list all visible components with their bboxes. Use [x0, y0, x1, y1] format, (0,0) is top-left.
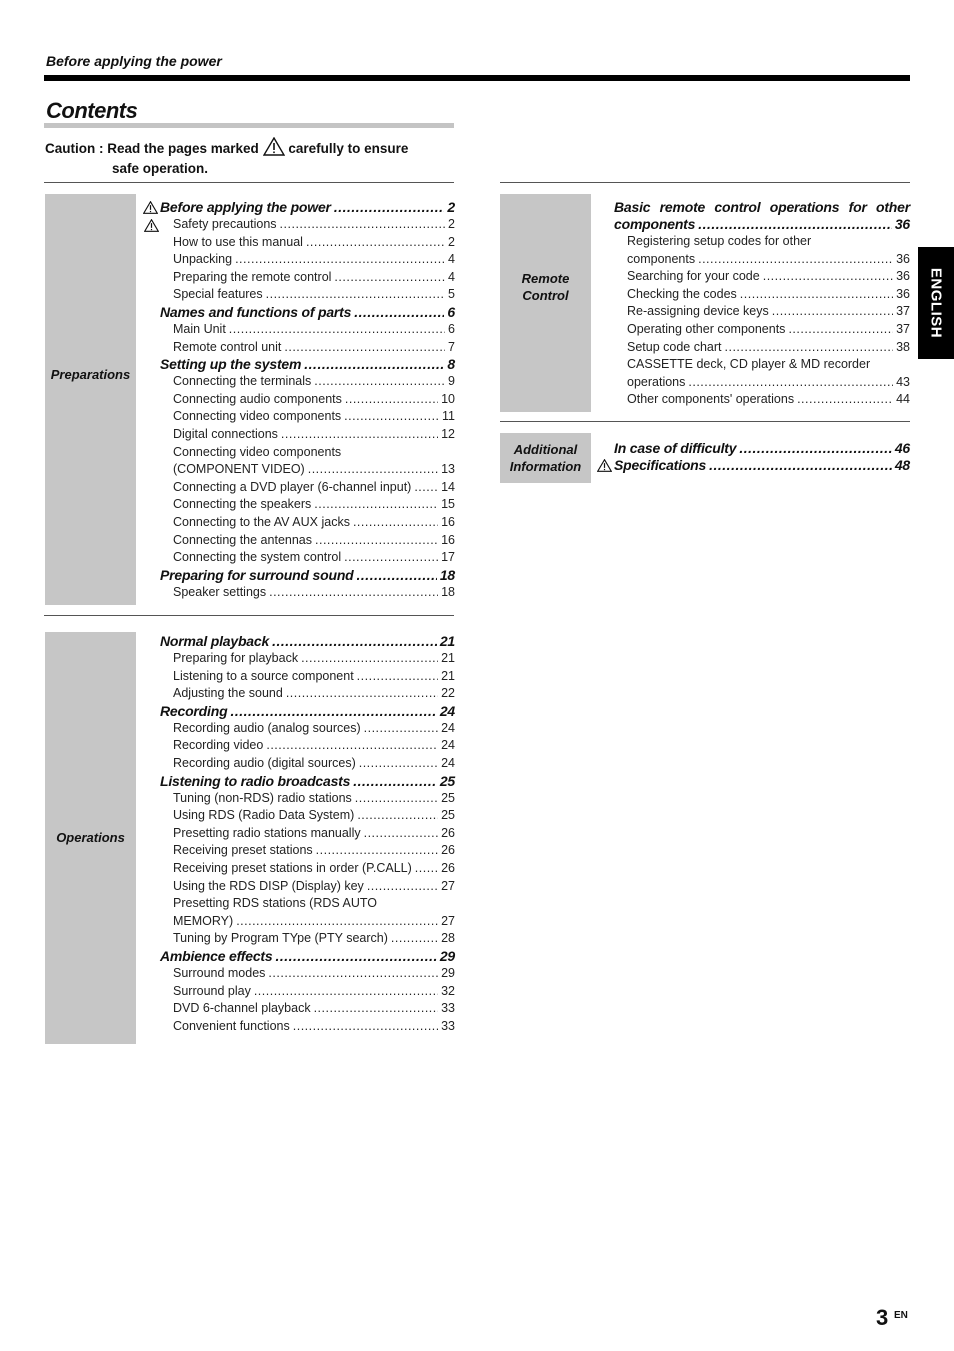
toc-entry[interactable]: [160, 913, 455, 931]
toc-preparations: [160, 199, 455, 601]
leader-dots: [334, 269, 445, 287]
section-label: Additional Information: [509, 442, 582, 474]
toc-entry-label: Remote control unit: [173, 339, 282, 354]
leader-dots: [229, 321, 445, 339]
leader-dots: [345, 391, 438, 409]
toc-entry-label: Searching for your code: [627, 269, 760, 284]
toc-entry[interactable]: [614, 391, 910, 409]
toc-entry-page: 27: [441, 913, 455, 928]
leader-dots: [272, 633, 437, 650]
caution-text-end: carefully to ensure: [288, 141, 409, 156]
toc-entry-label: Other components' operations: [627, 392, 795, 407]
toc-entry-label: Convenient functions: [173, 1018, 290, 1033]
leader-dots: [367, 878, 438, 896]
toc-entry-label: Recording audio (digital sources): [173, 755, 356, 770]
toc-entry-label: Tuning (non-RDS) radio stations: [173, 790, 352, 805]
page-title: Contents: [46, 98, 138, 123]
toc-entry-page: 36: [896, 286, 910, 301]
leader-dots: [357, 567, 437, 584]
section-tab-preparations: [45, 194, 136, 605]
toc-entry[interactable]: [160, 234, 455, 252]
leader-dots: [230, 703, 436, 720]
toc-entry-heading[interactable]: [160, 199, 455, 216]
toc-entry[interactable]: [160, 286, 455, 304]
toc-entry-page: 36: [896, 269, 910, 284]
toc-entry-label: Speaker settings: [173, 584, 267, 599]
toc-entry-label: Preparing for playback: [173, 651, 299, 665]
toc-entry-page: 13: [441, 462, 455, 477]
toc-entry-page: 21: [441, 651, 455, 665]
toc-entry-label: Re-assigning device keys: [627, 304, 769, 319]
toc-entry-page: 9: [448, 374, 455, 389]
toc-entry-page: 43: [896, 374, 910, 389]
leader-dots: [688, 374, 893, 392]
toc-entry[interactable]: [160, 549, 455, 567]
toc-entry-page: 14: [441, 479, 455, 494]
toc-entry[interactable]: [160, 737, 455, 755]
section-tab-remote-control: [500, 194, 591, 412]
toc-entry[interactable]: [160, 825, 455, 843]
caution-note: [45, 137, 455, 177]
toc-entry[interactable]: [160, 965, 455, 983]
toc-entry[interactable]: [160, 720, 455, 738]
leader-dots: [788, 321, 893, 339]
toc-entry[interactable]: [160, 807, 455, 825]
toc-entry[interactable]: [160, 373, 455, 391]
leader-dots: [772, 303, 893, 321]
toc-entry-heading[interactable]: [614, 457, 910, 474]
toc-entry[interactable]: [614, 251, 910, 269]
section-label: Remote Control: [521, 271, 570, 303]
warning-icon: [597, 459, 612, 476]
toc-entry-label: Registering setup codes for other: [627, 234, 812, 248]
toc-entry-page: 26: [441, 860, 455, 875]
toc-entry[interactable]: [160, 391, 455, 409]
leader-dots: [266, 286, 445, 304]
toc-entry-page: 16: [441, 514, 455, 529]
toc-entry-page: 21: [439, 633, 455, 649]
toc-entry-label: Connecting audio components: [173, 391, 342, 406]
section-rule: [44, 182, 454, 183]
toc-entry[interactable]: [160, 668, 455, 686]
leader-dots: [355, 790, 438, 808]
toc-entry-label: Setting up the system: [160, 356, 302, 373]
toc-entry-label: Listening to radio broadcasts: [160, 772, 351, 789]
toc-entry-label: DVD 6-channel playback: [173, 1001, 311, 1016]
toc-entry-page: 33: [441, 1018, 455, 1033]
toc-entry-page: 15: [441, 497, 455, 512]
toc-entry[interactable]: [614, 303, 910, 321]
page-number: 3: [876, 1305, 889, 1330]
toc-entry[interactable]: [160, 860, 455, 878]
leader-dots: [284, 339, 445, 357]
toc-entry-page: 5: [448, 287, 455, 302]
toc-entry[interactable]: [614, 374, 910, 392]
leader-dots: [357, 668, 438, 686]
leader-dots: [304, 356, 444, 373]
toc-entry-heading[interactable]: components ..... 36: [614, 216, 910, 233]
toc-entry[interactable]: [160, 408, 455, 426]
toc-entry-page: 21: [441, 668, 455, 683]
toc-entry-page: 44: [896, 392, 910, 407]
toc-entry-page: 25: [441, 808, 455, 823]
toc-entry-label: Surround play: [173, 983, 251, 998]
toc-entry-label: Safety precautions: [173, 217, 277, 231]
toc-entry-page: 26: [441, 843, 455, 858]
leader-dots: [314, 1000, 439, 1018]
toc-entry-page: 17: [441, 550, 455, 565]
toc-entry[interactable]: [160, 895, 455, 913]
toc-entry-page: 24: [441, 720, 455, 735]
toc-entry-label: Using the RDS DISP (Display) key: [173, 878, 364, 893]
toc-entry-page: 29: [439, 947, 455, 964]
leader-dots: [797, 391, 893, 409]
toc-entry-page: 4: [448, 252, 455, 267]
toc-entry[interactable]: [160, 461, 455, 479]
toc-entry[interactable]: [160, 584, 455, 602]
caution-text: Caution : Read the pages marked: [45, 141, 259, 156]
toc-entry[interactable]: [160, 1018, 455, 1036]
leader-dots: [364, 825, 438, 843]
toc-entry-page: 2: [447, 199, 455, 215]
toc-entry-label: Main Unit: [173, 321, 226, 336]
leader-dots: [316, 842, 438, 860]
leader-dots: [269, 584, 438, 602]
toc-entry[interactable]: [160, 321, 455, 339]
leader-dots: [315, 532, 438, 550]
toc-entry[interactable]: [614, 268, 910, 286]
toc-entry-label: Preparing for surround sound: [160, 566, 354, 583]
section-rule: [44, 615, 454, 616]
toc-entry-label: operations: [627, 374, 686, 389]
toc-entry-page: 18: [439, 566, 455, 583]
toc-entry-page: 37: [896, 321, 910, 336]
leader-dots: [286, 685, 438, 703]
toc-entry-page: 24: [441, 755, 455, 770]
toc-entry[interactable]: [160, 514, 455, 532]
header-rule: [44, 75, 910, 81]
toc-operations: [160, 633, 455, 1035]
section-rule: [500, 421, 910, 422]
toc-entry-label: Checking the codes: [627, 286, 737, 301]
toc-entry[interactable]: [160, 1000, 455, 1018]
toc-entry[interactable]: [614, 356, 910, 374]
toc-entry[interactable]: [160, 269, 455, 287]
toc-entry-label: Tuning by Program TYpe (PTY search): [173, 931, 388, 946]
toc-remote-sub-list: [614, 233, 910, 409]
toc-entry-label: components: [627, 251, 696, 266]
toc-entry-label: Connecting the antennas: [173, 532, 312, 547]
leader-dots: [314, 373, 445, 391]
toc-entry-label: Connecting the terminals: [173, 374, 312, 389]
leader-dots: [344, 549, 438, 567]
section-label: Operations: [56, 830, 125, 845]
toc-entry-label: Ambience effects: [160, 947, 273, 964]
leader-dots: [236, 913, 438, 931]
toc-entry[interactable]: [160, 930, 455, 948]
leader-dots: [268, 965, 438, 983]
toc-entry-page: 12: [441, 426, 455, 441]
toc-entry-page: 2: [448, 234, 455, 249]
toc-remote-control: [614, 199, 910, 409]
toc-entry-page: 36: [896, 251, 910, 266]
toc-entry-label: Connecting a DVD player (6-channel input): [173, 479, 412, 494]
toc-entry-heading[interactable]: [160, 773, 455, 790]
toc-entry-label: Surround modes: [173, 965, 266, 980]
toc-entry-label: Recording video: [173, 738, 264, 753]
leader-dots: [314, 496, 438, 514]
toc-entry-heading[interactable]: [160, 304, 455, 321]
leader-dots: [709, 457, 892, 474]
toc-entry-label: Presetting RDS stations (RDS AUTO: [173, 896, 378, 911]
leader-dots: [293, 1018, 438, 1036]
toc-entry-label: Recording audio (analog sources): [173, 720, 361, 735]
toc-entry-page: 33: [441, 1001, 455, 1016]
toc-entry-page: 37: [896, 304, 910, 319]
warning-icon: [143, 201, 158, 218]
toc-entry-label: Receiving preset stations: [173, 843, 313, 858]
toc-entry-label: Presetting radio stations manually: [173, 825, 361, 840]
leader-dots: [391, 930, 438, 948]
section-tab-additional-information: [500, 433, 591, 483]
toc-entry[interactable]: [160, 685, 455, 703]
toc-entry-label: Special features: [173, 287, 263, 302]
leader-dots: [306, 234, 445, 252]
toc-entry-page: 27: [441, 878, 455, 893]
toc-entry-label: How to use this manual: [173, 234, 303, 249]
toc-entry-heading[interactable]: [614, 440, 910, 457]
toc-entry-page: 48: [894, 457, 910, 473]
toc-entry-label: (COMPONENT VIDEO): [173, 462, 305, 477]
toc-entry[interactable]: [614, 286, 910, 304]
leader-dots: [364, 720, 438, 738]
toc-entry-page: 22: [441, 686, 455, 701]
leader-dots: [235, 251, 445, 269]
leader-dots: [354, 304, 444, 321]
toc-entry-label: Operating other components: [627, 321, 786, 336]
toc-entry-page: 6: [448, 321, 455, 336]
toc-entry[interactable]: [614, 339, 910, 357]
toc-entry-label: Connecting the system control: [173, 550, 342, 565]
leader-dots: [266, 737, 438, 755]
toc-entry-heading[interactable]: [160, 356, 455, 373]
toc-entry-page: 6: [447, 303, 455, 320]
toc-entry[interactable]: [160, 496, 455, 514]
toc-entry-label: Specifications: [614, 457, 707, 473]
toc-entry-heading[interactable]: [160, 633, 455, 650]
toc-entry[interactable]: [160, 755, 455, 773]
page-number-suffix: EN: [894, 1310, 908, 1321]
toc-entry[interactable]: [160, 216, 455, 234]
leader-dots: [414, 479, 438, 497]
leader-dots: [357, 807, 438, 825]
toc-entry-page: 2: [448, 217, 455, 231]
warning-icon: [144, 219, 159, 238]
toc-entry-heading[interactable]: Basic remote control operations for other: [614, 199, 910, 215]
toc-entry-page: 24: [441, 738, 455, 753]
running-header: Before applying the power: [46, 53, 222, 69]
toc-entry-heading[interactable]: [160, 948, 455, 965]
leader-dots: [359, 755, 438, 773]
toc-entry[interactable]: [160, 650, 455, 668]
leader-dots: [740, 286, 893, 304]
toc-entry-page: 28: [441, 931, 455, 946]
toc-entry-label: Connecting video components: [173, 444, 342, 459]
leader-dots: [763, 268, 893, 286]
toc-entry-label: Connecting to the AV AUX jacks: [173, 514, 350, 529]
section-label: Preparations: [50, 367, 131, 382]
toc-additional-information: [614, 440, 910, 474]
caution-text-line2: safe operation.: [112, 161, 209, 176]
toc-entry-label: Recording: [160, 702, 228, 719]
toc-entry-page: 7: [448, 339, 455, 354]
toc-entry-label: Connecting video components: [173, 409, 342, 424]
toc-entry-label: Setup code chart: [627, 339, 722, 354]
toc-entry-page: 10: [441, 391, 455, 406]
leader-dots: [353, 773, 437, 790]
leader-dots: [281, 426, 438, 444]
leader-dots: [725, 339, 894, 357]
toc-entry[interactable]: [614, 321, 910, 339]
toc-entry-page: 11: [442, 409, 455, 424]
toc-entry-page: 18: [441, 584, 455, 599]
toc-entry-page: 4: [448, 269, 455, 284]
leader-dots: [334, 199, 445, 216]
toc-entry-label: Names and functions of parts: [160, 303, 352, 320]
toc-entry-label: Preparing the remote control: [173, 269, 332, 284]
title-rule: [44, 123, 454, 128]
toc-entry[interactable]: [160, 339, 455, 357]
toc-entry-page: 38: [896, 339, 910, 354]
toc-entry[interactable]: [160, 790, 455, 808]
toc-entry-page: 24: [439, 702, 455, 719]
leader-dots: [415, 860, 438, 878]
toc-entry[interactable]: [160, 842, 455, 860]
leader-dots: [280, 216, 446, 234]
toc-entry[interactable]: [160, 532, 455, 550]
toc-entry-label: Unpacking: [173, 252, 233, 267]
toc-entry[interactable]: [160, 983, 455, 1001]
toc-entry-page: 32: [441, 983, 455, 998]
section-rule: [500, 182, 910, 183]
leader-dots: [344, 408, 439, 426]
leader-dots: [254, 983, 438, 1001]
language-tab: ENGLISH: [918, 247, 954, 359]
leader-dots: [301, 650, 438, 668]
toc-entry-label: Receiving preset stations in order (P.CALL): [173, 860, 412, 875]
toc-entry-page: 25: [441, 790, 455, 805]
toc-entry-label: MEMORY): [173, 913, 234, 928]
toc-entry-label: CASSETTE deck, CD player & MD recorder: [627, 357, 871, 372]
toc-entry-label: Before applying the power: [160, 199, 331, 215]
toc-entry-page: 8: [447, 356, 455, 373]
toc-entry-label: Connecting the speakers: [173, 497, 312, 512]
toc-entry[interactable]: [614, 233, 910, 251]
toc-entry-page: 46: [894, 440, 910, 456]
toc-entry[interactable]: [160, 251, 455, 269]
toc-entry-label: Adjusting the sound: [173, 686, 283, 701]
toc-entry[interactable]: [160, 426, 455, 444]
toc-entry[interactable]: [160, 479, 455, 497]
section-tab-operations: [45, 632, 136, 1044]
toc-entry-label: Using RDS (Radio Data System): [173, 808, 355, 823]
toc-entry-label: Listening to a source component: [173, 668, 354, 683]
leader-dots: [353, 514, 438, 532]
toc-entry-page: 16: [441, 532, 455, 547]
toc-entry[interactable]: [160, 444, 455, 462]
toc-entry[interactable]: [160, 878, 455, 896]
toc-entry-label: Normal playback: [160, 633, 270, 649]
toc-entry-heading[interactable]: [160, 567, 455, 584]
toc-entry-page: 25: [439, 772, 455, 789]
leader-dots: [698, 251, 893, 269]
leader-dots: [275, 948, 436, 965]
toc-entry-page: 29: [441, 965, 455, 980]
toc-entry-heading[interactable]: [160, 703, 455, 720]
leader-dots: [308, 461, 438, 479]
leader-dots: [739, 440, 891, 457]
toc-entry-label: In case of difficulty: [614, 440, 737, 456]
warning-icon: [263, 137, 285, 160]
toc-entry-page: 26: [441, 825, 455, 840]
toc-entry-label: Digital connections: [173, 426, 278, 441]
